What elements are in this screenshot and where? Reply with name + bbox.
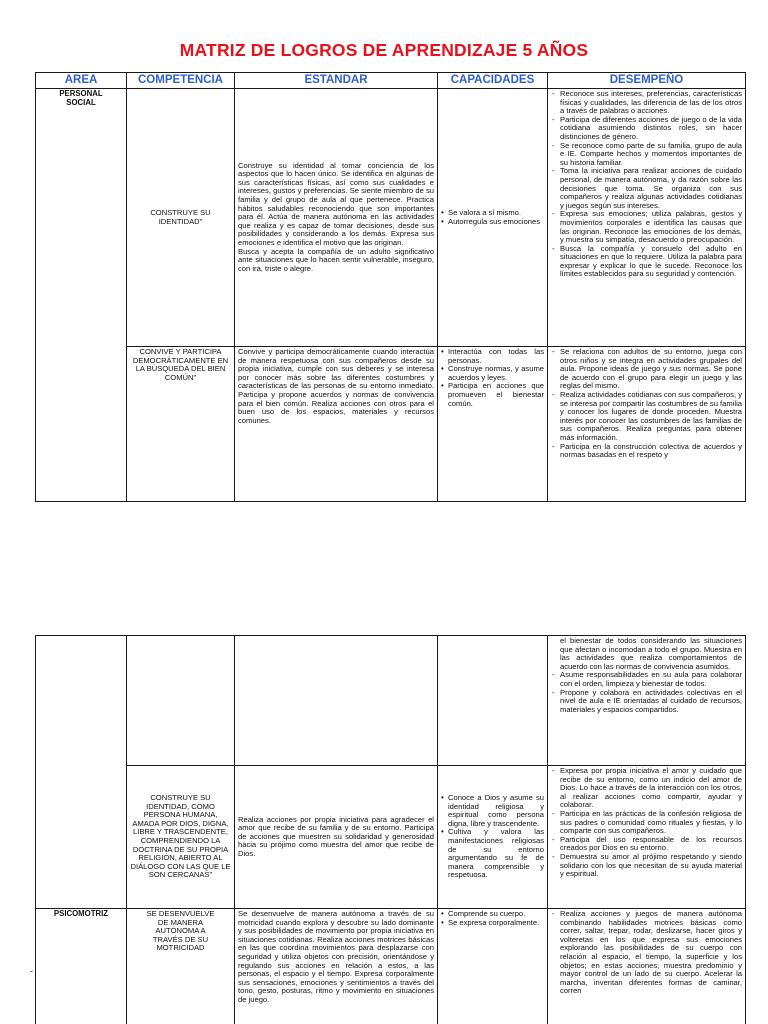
- estandar-cell: [235, 636, 438, 766]
- list-item: - Demuestra su amor al prójimo respetando y siendo solidario con los que necesitan de su ayuda material y espiritual.: [551, 853, 742, 879]
- competencia-cell: [127, 636, 235, 766]
- competencia-cell: [127, 89, 235, 347]
- competencia-label: SE DESENVUELVE DE MANERA AUTÓNOMA A TRAVÉS DE SU MOTRICIDAD: [146, 909, 215, 953]
- desempeno-cell: [548, 909, 746, 1024]
- estandar-text-2: Busca y acepta la compañía de un adulto significativo ante situaciones que lo hacen sentir vulnerable, inseguro, con ira, triste o alegre.: [238, 246, 434, 273]
- list-item: • Se valora a sí mismo.: [441, 209, 544, 218]
- desempeno-cell: [548, 636, 746, 766]
- competencia-label: CONSTRUYE SU IDENTIDAD": [150, 207, 211, 226]
- list-item: - Expresa por propia iniciativa el amor y cuidado que recibe de su entorno, como un indicio del amor de Dios. Lo hace a través de la interacción con los otros, al realizar acciones como compartir, ayudar y colaborar.: [551, 767, 742, 810]
- area-label: PSICOMOTRIZ: [53, 909, 109, 918]
- estandar-cell: [235, 89, 438, 347]
- table-row: [36, 347, 746, 502]
- list-item: - Se reconoce como parte de su familia, grupo de aula e IE. Comparte hechos y momentos importantes de su historia familiar.: [551, 142, 742, 168]
- estandar-cell: [235, 909, 438, 1024]
- estandar-text: Realiza acciones por propia iniciativa para agradecer el amor que recibe de su familia y de su entorno. Participa de acciones que muestren su solidaridad y generosidad hacia su prójimo como muestra del amor que recibe de Dios.: [238, 814, 434, 858]
- list-item: • Conoce a Dios y asume su identidad religiosa y espiritual como persona digna, libre y trascendente.: [441, 794, 544, 828]
- list-item: • Comprende su cuerpo.: [441, 910, 544, 919]
- desempeno-cell: [548, 89, 746, 347]
- matrix-table-page-2: [35, 635, 746, 1024]
- list-item: - Toma la iniciativa para realizar acciones de cuidado personal, de manera autónoma, y da razón sobre las decisiones que toma. Se organiza con sus compañeros y realiza algunas actividades cotidianas y juegos según sus intereses.: [551, 167, 742, 210]
- matrix-table-page-1: [35, 72, 746, 502]
- list-item: - Realiza acciones y juegos de manera autónoma combinando habilidades motrices básicas como correr, saltar, trepar, rodar, deslizarse, hacer giros y volteretas en los que expresa sus emociones explorando las posibilidades de su cuerpo con relación al espacio, el tiempo, la superficie y los objetos; en estas acciones, muestra predominio y mayor control de un lado de su cuerpo. Acelerar la marcha, inventan diferentes formas de caminar, corren: [551, 910, 742, 996]
- header-row: [36, 73, 746, 89]
- page-title: MATRIZ DE LOGROS DE APRENDIZAJE 5 AÑOS: [179, 40, 589, 60]
- capacidades-cell: [438, 909, 548, 1024]
- list-item: - Participa en la construcción colectiva de acuerdos y normas basadas en el respeto y: [551, 443, 742, 460]
- competencia-label: CONSTRUYE SU IDENTIDAD, COMO PERSONA HUMANA, AMADA POR DIOS, DIGNA, LIBRE Y TRASCENDENTE, COMPRENDIENDO LA DOCTRINA DE SU PROPIA RELIGIÓN, ABIERTO AL DIÁLOGO CON LAS QUE LE SON CERCANAS": [130, 793, 231, 880]
- header-area: AREA: [36, 73, 127, 89]
- header-desempeno: DESEMPEÑO: [548, 73, 746, 89]
- desempeno-cell: [548, 347, 746, 502]
- estandar-text: Construye su identidad al tomar conciencia de los aspectos que lo hacen único. Se identifica en algunas de sus características físicas, así como sus cualidades e intereses, gustos y preferencias. Se siente miembro de su familia y del grupo de aula al que pertenece. Practica hábitos saludables reconociendo que son importantes para él. Actúa de manera autónoma en las actividades que realiza y es capaz de tomar decisiones, desde sus posibilidades y considerando a los demás. Expresa sus emociones e identifica el motivo que las originan.: [238, 160, 434, 247]
- header-capacidades: CAPACIDADES: [438, 73, 548, 89]
- list-item: - Expresa sus emociones; utiliza palabras, gestos y movimientos corporales e identifica las causas que las originan. Reconoce las emociones de los demás, y muestra su simpatía, desacuerdo o preocupación.: [551, 210, 742, 244]
- list-item: - Participa de diferentes acciones de juego o de la vida cotidiana asumiendo distintos roles, sin hacer distinciones de género.: [551, 116, 742, 142]
- list-item: • Autorregula sus emociones: [441, 218, 544, 227]
- list-item: - Propone y colabora en actividades colectivas en el nivel de aula e IE orientadas al cuidado de recursos, materiales y espacios compartidos.: [551, 689, 742, 715]
- capacidades-cell: [438, 347, 548, 502]
- area-cell: [36, 909, 127, 1024]
- estandar-cell: [235, 766, 438, 909]
- list-item: - Asume responsabilidades en su aula para colaborar con el orden, limpieza y bienestar de todos.: [551, 671, 742, 688]
- area-cell: [36, 636, 127, 909]
- margin-dash-mark: -: [30, 966, 33, 976]
- list-item: - Participa en las prácticas de la confesión religiosa de sus padres o comunidad como rituales y fiestas, y lo comparte con sus compañeros.: [551, 810, 742, 836]
- capacidades-cell: [438, 89, 548, 347]
- list-item: - Se relaciona con adultos de su entorno, juega con otros niños y se integra en actividades grupales del aula. Propone ideas de juego y sus normas. Se pone de acuerdo con el grupo para elegir un juego y las reglas del mismo.: [551, 348, 742, 391]
- list-item: • Cultiva y valora las manifestaciones religiosas de su entorno argumentando su fe de manera comprensible y respetuosa.: [441, 828, 544, 880]
- desempeno-cell: [548, 766, 746, 909]
- list-item: • Construye normas, y asume acuerdos y leyes.: [441, 365, 544, 382]
- list-item: - Participa del uso responsable de los recursos creados por Dios en su entorno.: [551, 836, 742, 853]
- estandar-text: Convive y participa democráticamente cuando interactúa de manera respetuosa con sus compañeros desde su propia iniciativa, cumple con sus deberes y se interesa por conocer más sobre las diferentes costumbres y características de las personas de su entorno inmediato. Participa y propone acuerdos y normas de convivencia para el bien común. Realiza acciones con otros para el buen uso de los espacios, materiales y recursos comunes.: [238, 347, 434, 425]
- list-item: • Se expresa corporalmente.: [441, 919, 544, 928]
- header-competencia: COMPETENCIA: [127, 73, 235, 89]
- competencia-cell: [127, 909, 235, 1024]
- list-item: - Busca la compañía y consuelo del adulto en situaciones en que lo requiere. Utiliza la palabra para expresar y explicar lo que le sucede. Reconoce los límites establecidos para su seguridad y contención.: [551, 245, 742, 279]
- header-estandar: ESTANDAR: [235, 73, 438, 89]
- list-item: - Reconoce sus intereses, preferencias, características físicas y cualidades, las diferencia de las de los otros a través de palabras o acciones.: [551, 90, 742, 116]
- area-label: PERSONAL SOCIAL: [59, 89, 103, 107]
- capacidades-cell: [438, 636, 548, 766]
- list-item: • Participa en acciones que promueven el bienestar común.: [441, 382, 544, 408]
- competencia-cell: [127, 347, 235, 502]
- area-cell: [36, 89, 127, 502]
- estandar-cell: [235, 347, 438, 502]
- estandar-text: Se desenvuelve de manera autónoma a través de su motricidad cuando explora y descubre su lado dominante y sus posibilidades de movimiento por propia iniciativa en situaciones cotidianas. Realiza acciones motrices básicas en las que coordina movimientos para desplazarse con seguridad y utiliza objetos con precisión, orientándose y regulando sus acciones en relación a estos, a las personas, el espacio y el tiempo. Expresa corporalmente sus sensaciones, emociones y sentimientos a través del tono, gesto, posturas, ritmo y movimiento en situaciones de juego.: [238, 909, 434, 1004]
- list-item: • Interactúa con todas las personas.: [441, 348, 544, 365]
- table-row: [36, 909, 746, 1024]
- competencia-label: CONVIVE Y PARTICIPA DEMOCRÁTICAMENTE EN LA BÚSQUEDA DEL BIEN COMÚN": [132, 347, 229, 382]
- list-item: el bienestar de todos considerando las situaciones que afectan o incomodan a todo el grupo. Muestra en las actividades que realiza comportamientos de acuerdo con las normas de convivencia asumidos.: [560, 636, 742, 671]
- list-item: - Realiza actividades cotidianas con sus compañeros, y se interesa por compartir las costumbres de su familia y conocer los lugares de donde proceden. Muestra interés por conocer las costumbres de las familias de sus compañeros. Realiza preguntas para obtener más información.: [551, 391, 742, 443]
- table-row: [36, 766, 746, 909]
- competencia-cell: [127, 766, 235, 909]
- table-row: [36, 89, 746, 347]
- table-row: [36, 636, 746, 766]
- capacidades-cell: [438, 766, 548, 909]
